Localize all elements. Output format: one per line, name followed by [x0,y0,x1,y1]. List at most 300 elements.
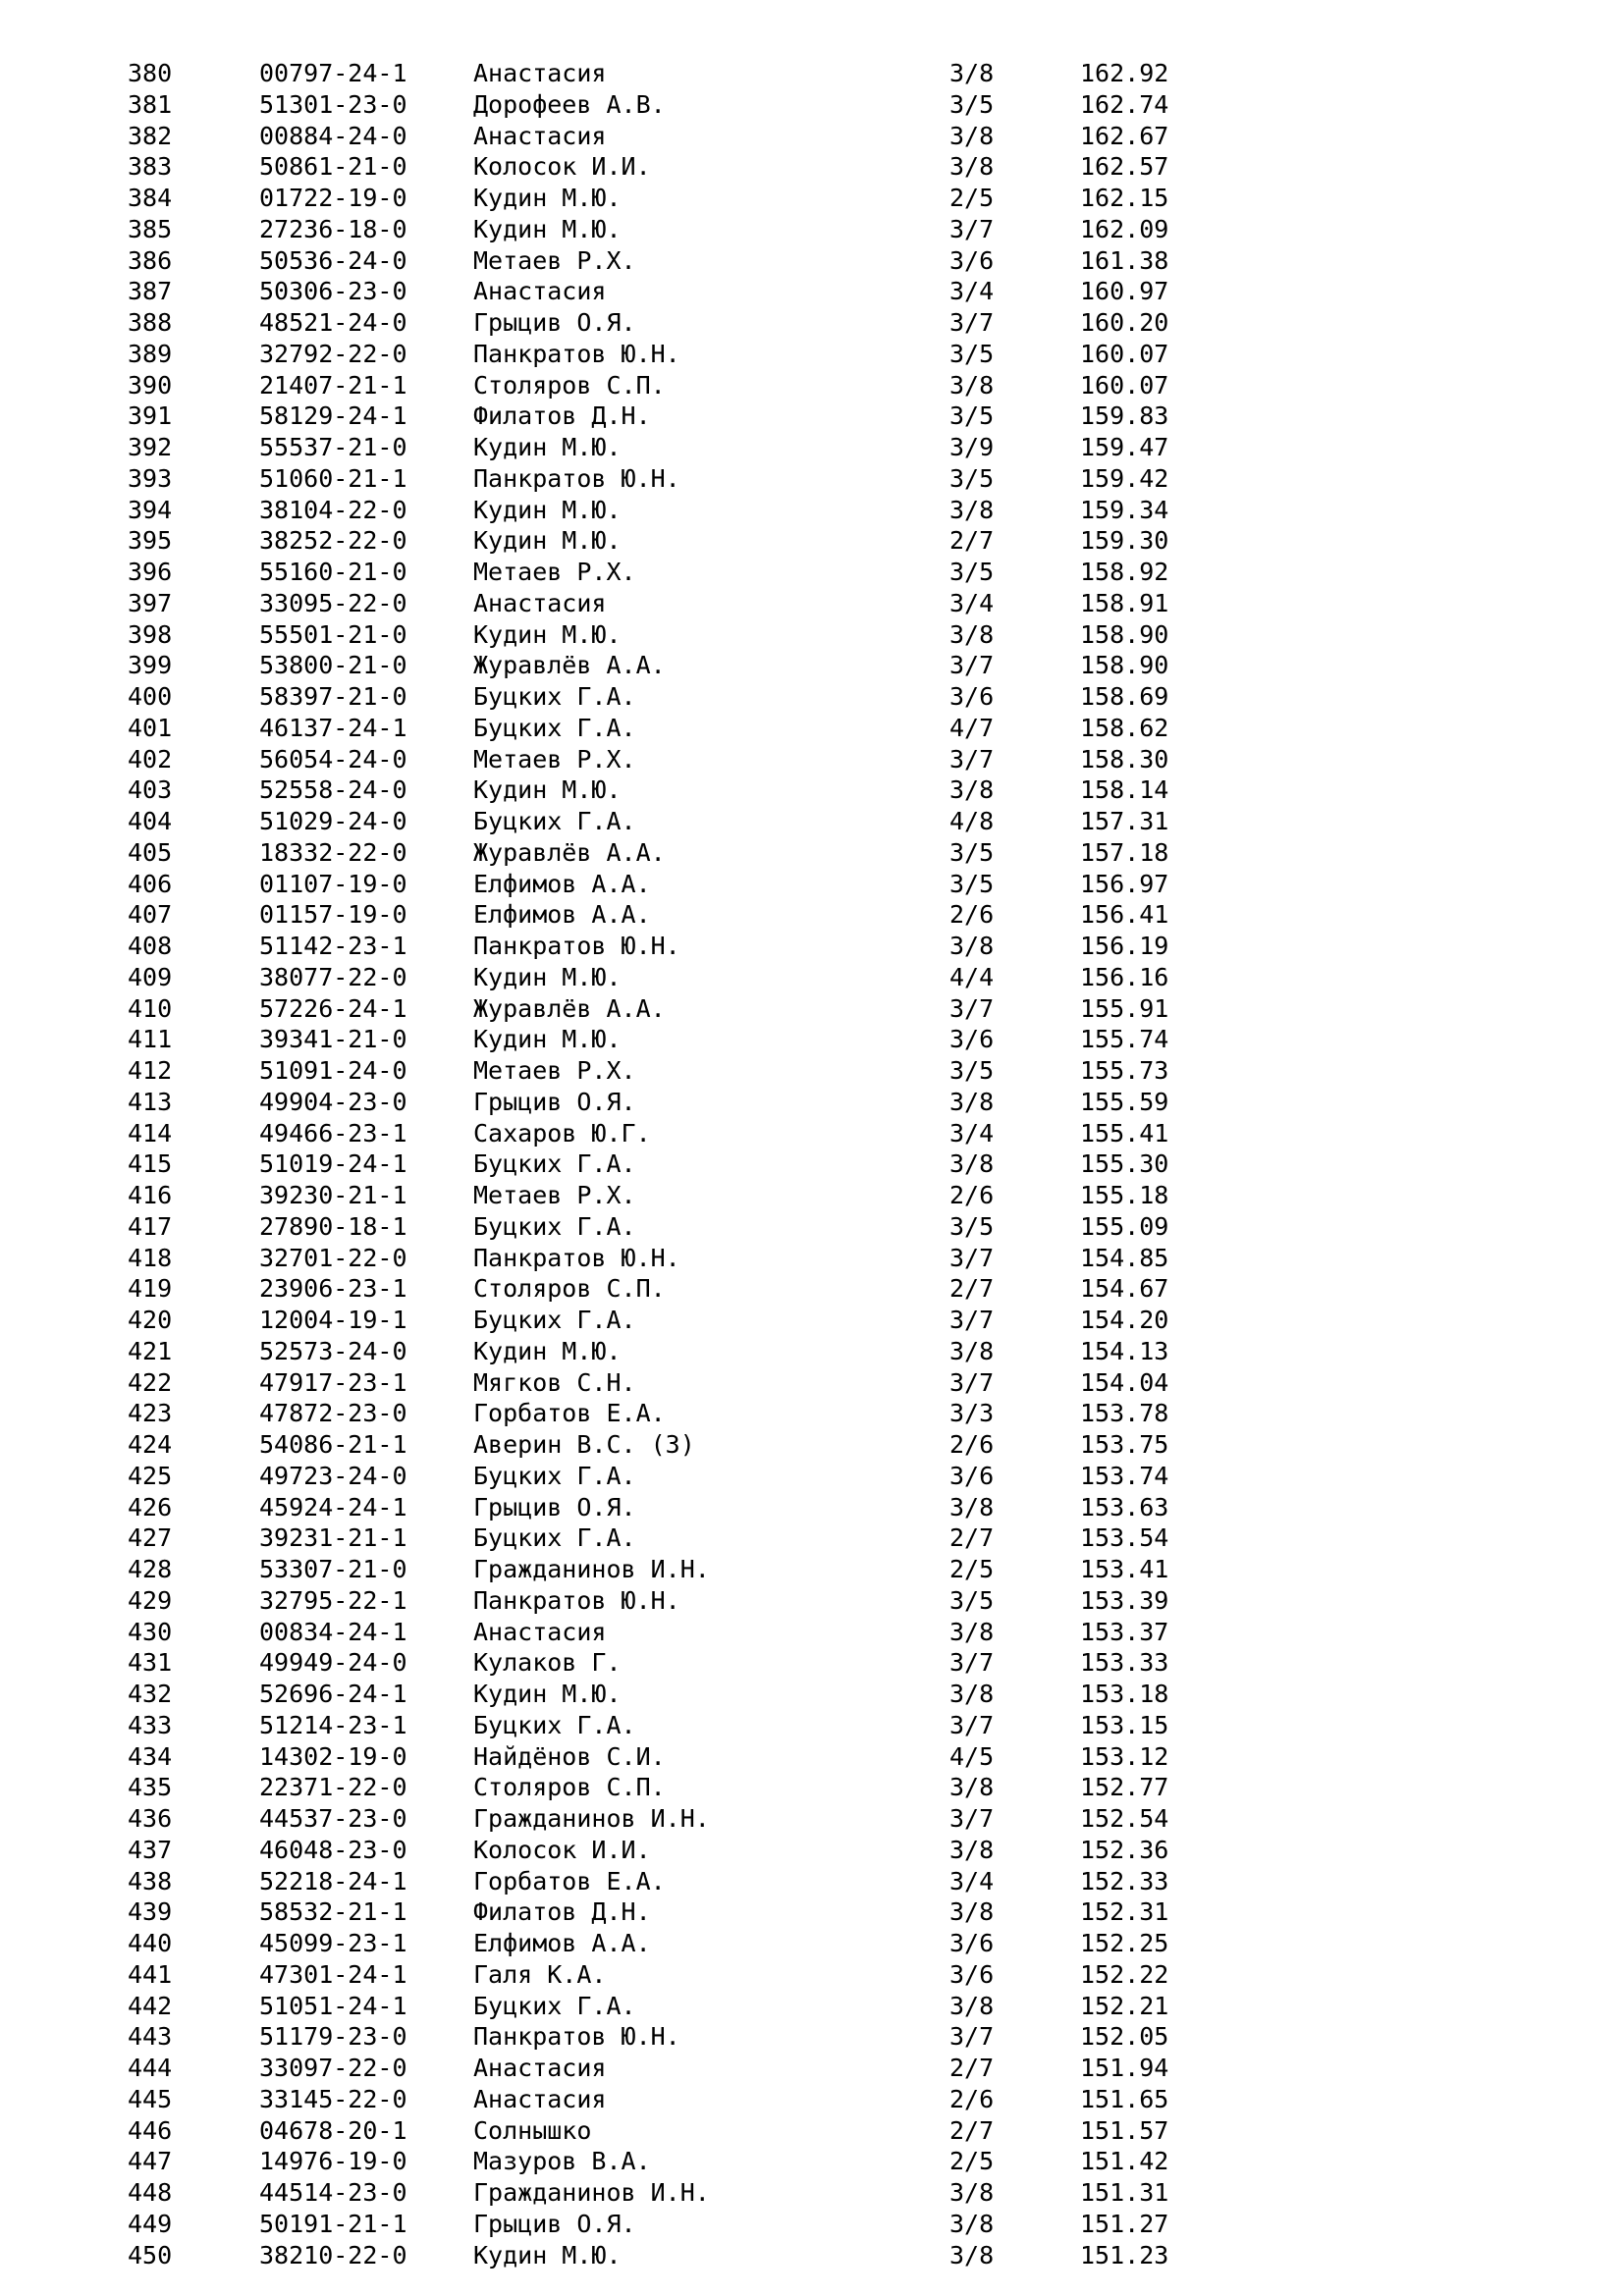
row-fraction: 2/5 [949,2147,995,2176]
row-value: 157.31 [1080,807,1169,835]
table-row [0,1522,1624,1554]
row-fraction: 3/8 [949,1087,995,1116]
row-value: 155.91 [1080,993,1169,1023]
row-name: Панкратов Ю.Н. [473,1585,680,1615]
row-value: 153.74 [1080,1461,1169,1490]
row-name: Анастасия [473,2084,607,2113]
row-number: 419 [128,1274,173,1304]
row-number: 439 [128,1897,173,1927]
row-fraction: 2/5 [949,1555,995,1583]
row-value: 159.34 [1080,495,1169,524]
row-value: 157.18 [1080,837,1169,867]
row-number: 389 [128,339,173,368]
row-number: 405 [128,837,173,867]
row-number: 395 [128,526,173,556]
table-row [0,869,1624,900]
row-value: 155.41 [1080,1118,1169,1148]
table-row [0,2084,1624,2115]
row-value: 151.31 [1080,2178,1169,2207]
row-fraction: 3/6 [949,1959,995,1989]
row-name: Кудин М.Ю. [473,1025,622,1054]
row-code: 00834-24-1 [259,1617,407,1646]
row-code: 52696-24-1 [259,1680,407,1708]
row-code: 50306-23-0 [259,277,407,306]
table-row [0,183,1624,214]
table-row [0,1803,1624,1835]
row-fraction: 3/8 [949,1336,995,1365]
table-row [0,1118,1624,1149]
row-fraction: 3/9 [949,433,995,461]
row-fraction: 2/7 [949,2054,995,2082]
row-value: 153.54 [1080,1523,1169,1553]
row-name: Кудин М.Ю. [473,495,622,524]
row-code: 14302-19-0 [259,1741,407,1771]
row-name: Анастасия [473,277,607,306]
row-value: 151.23 [1080,2240,1169,2269]
row-value: 153.78 [1080,1399,1169,1428]
table-row [0,400,1624,432]
table-row [0,151,1624,183]
table-row [0,619,1624,651]
row-fraction: 3/6 [949,1025,995,1054]
row-fraction: 4/4 [949,962,995,991]
row-value: 153.39 [1080,1585,1169,1615]
row-fraction: 3/7 [949,1306,995,1334]
table-row [0,276,1624,307]
row-fraction: 3/8 [949,2240,995,2269]
row-number: 398 [128,619,173,649]
table-row [0,744,1624,775]
row-number: 431 [128,1648,173,1678]
row-value: 162.67 [1080,121,1169,150]
row-name: Гражданинов И.Н. [473,1555,710,1583]
row-value: 158.14 [1080,775,1169,805]
row-name: Сахаров Ю.Г. [473,1118,651,1148]
row-code: 56054-24-0 [259,744,407,774]
row-code: 49723-24-0 [259,1461,407,1490]
table-row [0,1647,1624,1679]
table-row [0,1772,1624,1803]
row-fraction: 3/5 [949,1056,995,1085]
row-fraction: 4/7 [949,713,995,742]
table-row [0,2146,1624,2177]
row-fraction: 3/8 [949,1835,995,1864]
row-code: 39231-21-1 [259,1523,407,1553]
row-name: Найдёнов С.И. [473,1741,666,1771]
row-number: 445 [128,2084,173,2113]
row-number: 406 [128,869,173,898]
row-fraction: 2/6 [949,1430,995,1459]
row-code: 55537-21-0 [259,433,407,461]
table-row [0,58,1624,89]
row-number: 397 [128,588,173,617]
row-name: Грыцив О.Я. [473,308,636,337]
row-fraction: 2/7 [949,1274,995,1304]
row-name: Кудин М.Ю. [473,619,622,649]
row-number: 409 [128,962,173,991]
table-row [0,837,1624,869]
row-name: Журавлёв А.А. [473,993,666,1023]
row-fraction: 2/7 [949,2115,995,2145]
row-value: 162.09 [1080,214,1169,243]
row-code: 14976-19-0 [259,2147,407,2176]
row-value: 156.16 [1080,962,1169,991]
row-code: 22371-22-0 [259,1773,407,1802]
row-number: 399 [128,651,173,680]
row-fraction: 3/6 [949,1929,995,1957]
row-number: 422 [128,1367,173,1397]
table-row [0,1461,1624,1492]
row-name: Панкратов Ю.Н. [473,2022,680,2052]
row-number: 440 [128,1929,173,1957]
row-value: 152.22 [1080,1959,1169,1989]
table-row [0,774,1624,806]
row-fraction: 3/7 [949,651,995,680]
table-row [0,307,1624,339]
row-code: 55160-21-0 [259,558,407,586]
row-code: 51301-23-0 [259,89,407,119]
row-name: Метаев Р.Х. [473,1056,636,1085]
row-number: 434 [128,1741,173,1771]
row-fraction: 3/4 [949,588,995,617]
row-fraction: 3/6 [949,682,995,711]
row-code: 47872-23-0 [259,1399,407,1428]
row-name: Анастасия [473,2054,607,2082]
row-fraction: 3/7 [949,308,995,337]
row-value: 155.30 [1080,1149,1169,1179]
row-fraction: 3/8 [949,1492,995,1522]
row-name: Кулаков Г. [473,1648,622,1678]
row-name: Буцких Г.А. [473,1991,636,2020]
row-value: 154.20 [1080,1306,1169,1334]
row-number: 426 [128,1492,173,1522]
table-row [0,2021,1624,2053]
row-value: 155.74 [1080,1025,1169,1054]
table-row [0,1367,1624,1399]
row-fraction: 3/8 [949,2209,995,2238]
row-code: 51029-24-0 [259,807,407,835]
row-number: 437 [128,1835,173,1864]
row-fraction: 3/5 [949,89,995,119]
row-number: 387 [128,277,173,306]
row-value: 152.36 [1080,1835,1169,1864]
row-name: Кудин М.Ю. [473,775,622,805]
row-number: 380 [128,59,173,87]
row-name: Кудин М.Ю. [473,433,622,461]
row-name: Горбатов Е.А. [473,1866,666,1896]
row-value: 162.15 [1080,184,1169,212]
row-code: 39341-21-0 [259,1025,407,1054]
row-name: Грыцив О.Я. [473,2209,636,2238]
row-code: 48521-24-0 [259,308,407,337]
row-number: 448 [128,2178,173,2207]
row-code: 38210-22-0 [259,2240,407,2269]
row-fraction: 3/8 [949,1617,995,1646]
row-fraction: 3/7 [949,744,995,774]
row-value: 159.42 [1080,463,1169,493]
table-row [0,1398,1624,1429]
table-row [0,121,1624,152]
table-row [0,1180,1624,1211]
row-code: 52218-24-1 [259,1866,407,1896]
table-row [0,2115,1624,2147]
row-fraction: 3/8 [949,1991,995,2020]
row-code: 51051-24-1 [259,1991,407,2020]
row-fraction: 2/7 [949,1523,995,1553]
table-row [0,1679,1624,1710]
row-value: 152.31 [1080,1897,1169,1927]
row-value: 152.77 [1080,1773,1169,1802]
row-name: Кудин М.Ю. [473,962,622,991]
row-number: 381 [128,89,173,119]
row-fraction: 3/6 [949,1461,995,1490]
table-row [0,370,1624,401]
row-code: 01157-19-0 [259,900,407,930]
row-fraction: 4/5 [949,1741,995,1771]
row-code: 33145-22-0 [259,2084,407,2113]
row-code: 53307-21-0 [259,1555,407,1583]
row-value: 151.42 [1080,2147,1169,2176]
row-number: 446 [128,2115,173,2145]
row-code: 54086-21-1 [259,1430,407,1459]
row-name: Мягков С.Н. [473,1367,636,1397]
row-fraction: 3/5 [949,463,995,493]
table-row [0,339,1624,370]
row-number: 424 [128,1430,173,1459]
row-fraction: 2/6 [949,900,995,930]
row-number: 391 [128,401,173,431]
row-value: 155.09 [1080,1211,1169,1241]
row-name: Журавлёв А.А. [473,651,666,680]
row-name: Буцких Г.А. [473,713,636,742]
row-code: 51179-23-0 [259,2022,407,2052]
row-code: 45099-23-1 [259,1929,407,1957]
row-name: Буцких Г.А. [473,1306,636,1334]
row-value: 159.30 [1080,526,1169,556]
row-code: 01722-19-0 [259,184,407,212]
row-code: 00797-24-1 [259,59,407,87]
row-number: 384 [128,184,173,212]
row-number: 396 [128,558,173,586]
row-fraction: 4/8 [949,807,995,835]
table-row [0,1211,1624,1243]
row-code: 47917-23-1 [259,1367,407,1397]
row-value: 158.62 [1080,713,1169,742]
row-code: 00884-24-0 [259,121,407,150]
row-name: Кудин М.Ю. [473,1680,622,1708]
row-value: 156.19 [1080,932,1169,960]
row-code: 46048-23-0 [259,1835,407,1864]
row-number: 436 [128,1804,173,1833]
row-name: Кудин М.Ю. [473,1336,622,1365]
row-number: 415 [128,1149,173,1179]
row-fraction: 3/8 [949,370,995,400]
row-code: 44537-23-0 [259,1804,407,1833]
row-number: 393 [128,463,173,493]
row-code: 23906-23-1 [259,1274,407,1304]
row-number: 435 [128,1773,173,1802]
table-row [0,1305,1624,1336]
row-number: 438 [128,1866,173,1896]
table-row [0,1928,1624,1959]
row-name: Столяров С.П. [473,1274,666,1304]
row-code: 51060-21-1 [259,463,407,493]
row-value: 154.13 [1080,1336,1169,1365]
row-fraction: 3/8 [949,152,995,182]
row-code: 21407-21-1 [259,370,407,400]
row-number: 386 [128,245,173,275]
row-fraction: 3/5 [949,869,995,898]
row-fraction: 3/8 [949,1773,995,1802]
row-value: 158.90 [1080,651,1169,680]
table-row [0,588,1624,619]
row-number: 414 [128,1118,173,1148]
row-name: Буцких Г.А. [473,1461,636,1490]
row-code: 46137-24-1 [259,713,407,742]
table-row [0,993,1624,1025]
table-row [0,1273,1624,1305]
row-number: 432 [128,1680,173,1708]
row-value: 152.25 [1080,1929,1169,1957]
table-row [0,495,1624,526]
row-fraction: 3/8 [949,775,995,805]
row-number: 392 [128,433,173,461]
row-fraction: 3/7 [949,2022,995,2052]
table-row [0,1866,1624,1897]
row-fraction: 3/5 [949,401,995,431]
row-fraction: 3/4 [949,1118,995,1148]
row-value: 152.33 [1080,1866,1169,1896]
table-row [0,931,1624,962]
table-row [0,2053,1624,2084]
row-value: 151.57 [1080,2115,1169,2145]
row-value: 153.33 [1080,1648,1169,1678]
row-code: 33095-22-0 [259,588,407,617]
row-code: 51019-24-1 [259,1149,407,1179]
row-name: Панкратов Ю.Н. [473,339,680,368]
table-row [0,713,1624,744]
table-row [0,1024,1624,1055]
table-row [0,2209,1624,2240]
row-number: 411 [128,1025,173,1054]
row-value: 151.65 [1080,2084,1169,2113]
row-code: 01107-19-0 [259,869,407,898]
row-name: Анастасия [473,59,607,87]
row-fraction: 3/7 [949,1243,995,1272]
row-name: Колосок И.И. [473,1835,651,1864]
row-number: 400 [128,682,173,711]
row-number: 449 [128,2209,173,2238]
table-row [0,2177,1624,2209]
table-row [0,557,1624,588]
row-fraction: 3/5 [949,558,995,586]
row-name: Елфимов А.А. [473,869,651,898]
table-row [0,245,1624,277]
row-code: 53800-21-0 [259,651,407,680]
row-name: Колосок И.И. [473,152,651,182]
row-code: 50536-24-0 [259,245,407,275]
row-value: 153.75 [1080,1430,1169,1459]
table-row [0,650,1624,681]
row-name: Кудин М.Ю. [473,526,622,556]
row-value: 162.57 [1080,152,1169,182]
row-name: Панкратов Ю.Н. [473,463,680,493]
row-name: Буцких Г.А. [473,682,636,711]
row-name: Панкратов Ю.Н. [473,1243,680,1272]
row-name: Кудин М.Ю. [473,184,622,212]
row-code: 32701-22-0 [259,1243,407,1272]
row-name: Елфимов А.А. [473,1929,651,1957]
row-name: Столяров С.П. [473,370,666,400]
row-value: 158.90 [1080,619,1169,649]
table-row [0,1741,1624,1773]
row-value: 159.83 [1080,401,1169,431]
row-number: 410 [128,993,173,1023]
row-number: 433 [128,1710,173,1739]
row-name: Метаев Р.Х. [473,558,636,586]
table-row [0,1492,1624,1523]
row-fraction: 3/7 [949,1804,995,1833]
table-row [0,89,1624,121]
row-value: 155.73 [1080,1056,1169,1085]
row-code: 51214-23-1 [259,1710,407,1739]
row-number: 418 [128,1243,173,1272]
row-fraction: 3/4 [949,277,995,306]
row-fraction: 2/6 [949,1181,995,1209]
row-number: 413 [128,1087,173,1116]
row-value: 160.97 [1080,277,1169,306]
table-row [0,962,1624,993]
table-row [0,463,1624,495]
row-value: 156.41 [1080,900,1169,930]
row-code: 49466-23-1 [259,1118,407,1148]
row-value: 160.20 [1080,308,1169,337]
row-code: 57226-24-1 [259,993,407,1023]
row-value: 153.63 [1080,1492,1169,1522]
row-fraction: 3/5 [949,1211,995,1241]
row-value: 158.92 [1080,558,1169,586]
row-code: 27890-18-1 [259,1211,407,1241]
row-name: Буцких Г.А. [473,807,636,835]
row-number: 417 [128,1211,173,1241]
row-name: Метаев Р.Х. [473,245,636,275]
table-row [0,1710,1624,1741]
table-row [0,1896,1624,1928]
row-fraction: 3/8 [949,1897,995,1927]
row-code: 38077-22-0 [259,962,407,991]
row-value: 158.91 [1080,588,1169,617]
row-value: 160.07 [1080,339,1169,368]
row-name: Буцких Г.А. [473,1149,636,1179]
row-value: 153.37 [1080,1617,1169,1646]
row-name: Филатов Д.Н. [473,1897,651,1927]
row-code: 45924-24-1 [259,1492,407,1522]
table-row [0,525,1624,557]
row-code: 49904-23-0 [259,1087,407,1116]
row-value: 160.07 [1080,370,1169,400]
row-number: 442 [128,1991,173,2020]
row-code: 44514-23-0 [259,2178,407,2207]
table-row [0,1991,1624,2022]
row-fraction: 3/8 [949,121,995,150]
row-code: 58532-21-1 [259,1897,407,1927]
row-fraction: 2/5 [949,184,995,212]
row-value: 154.67 [1080,1274,1169,1304]
row-fraction: 3/5 [949,1585,995,1615]
row-number: 401 [128,713,173,742]
row-code: 38104-22-0 [259,495,407,524]
table-row [0,1554,1624,1585]
